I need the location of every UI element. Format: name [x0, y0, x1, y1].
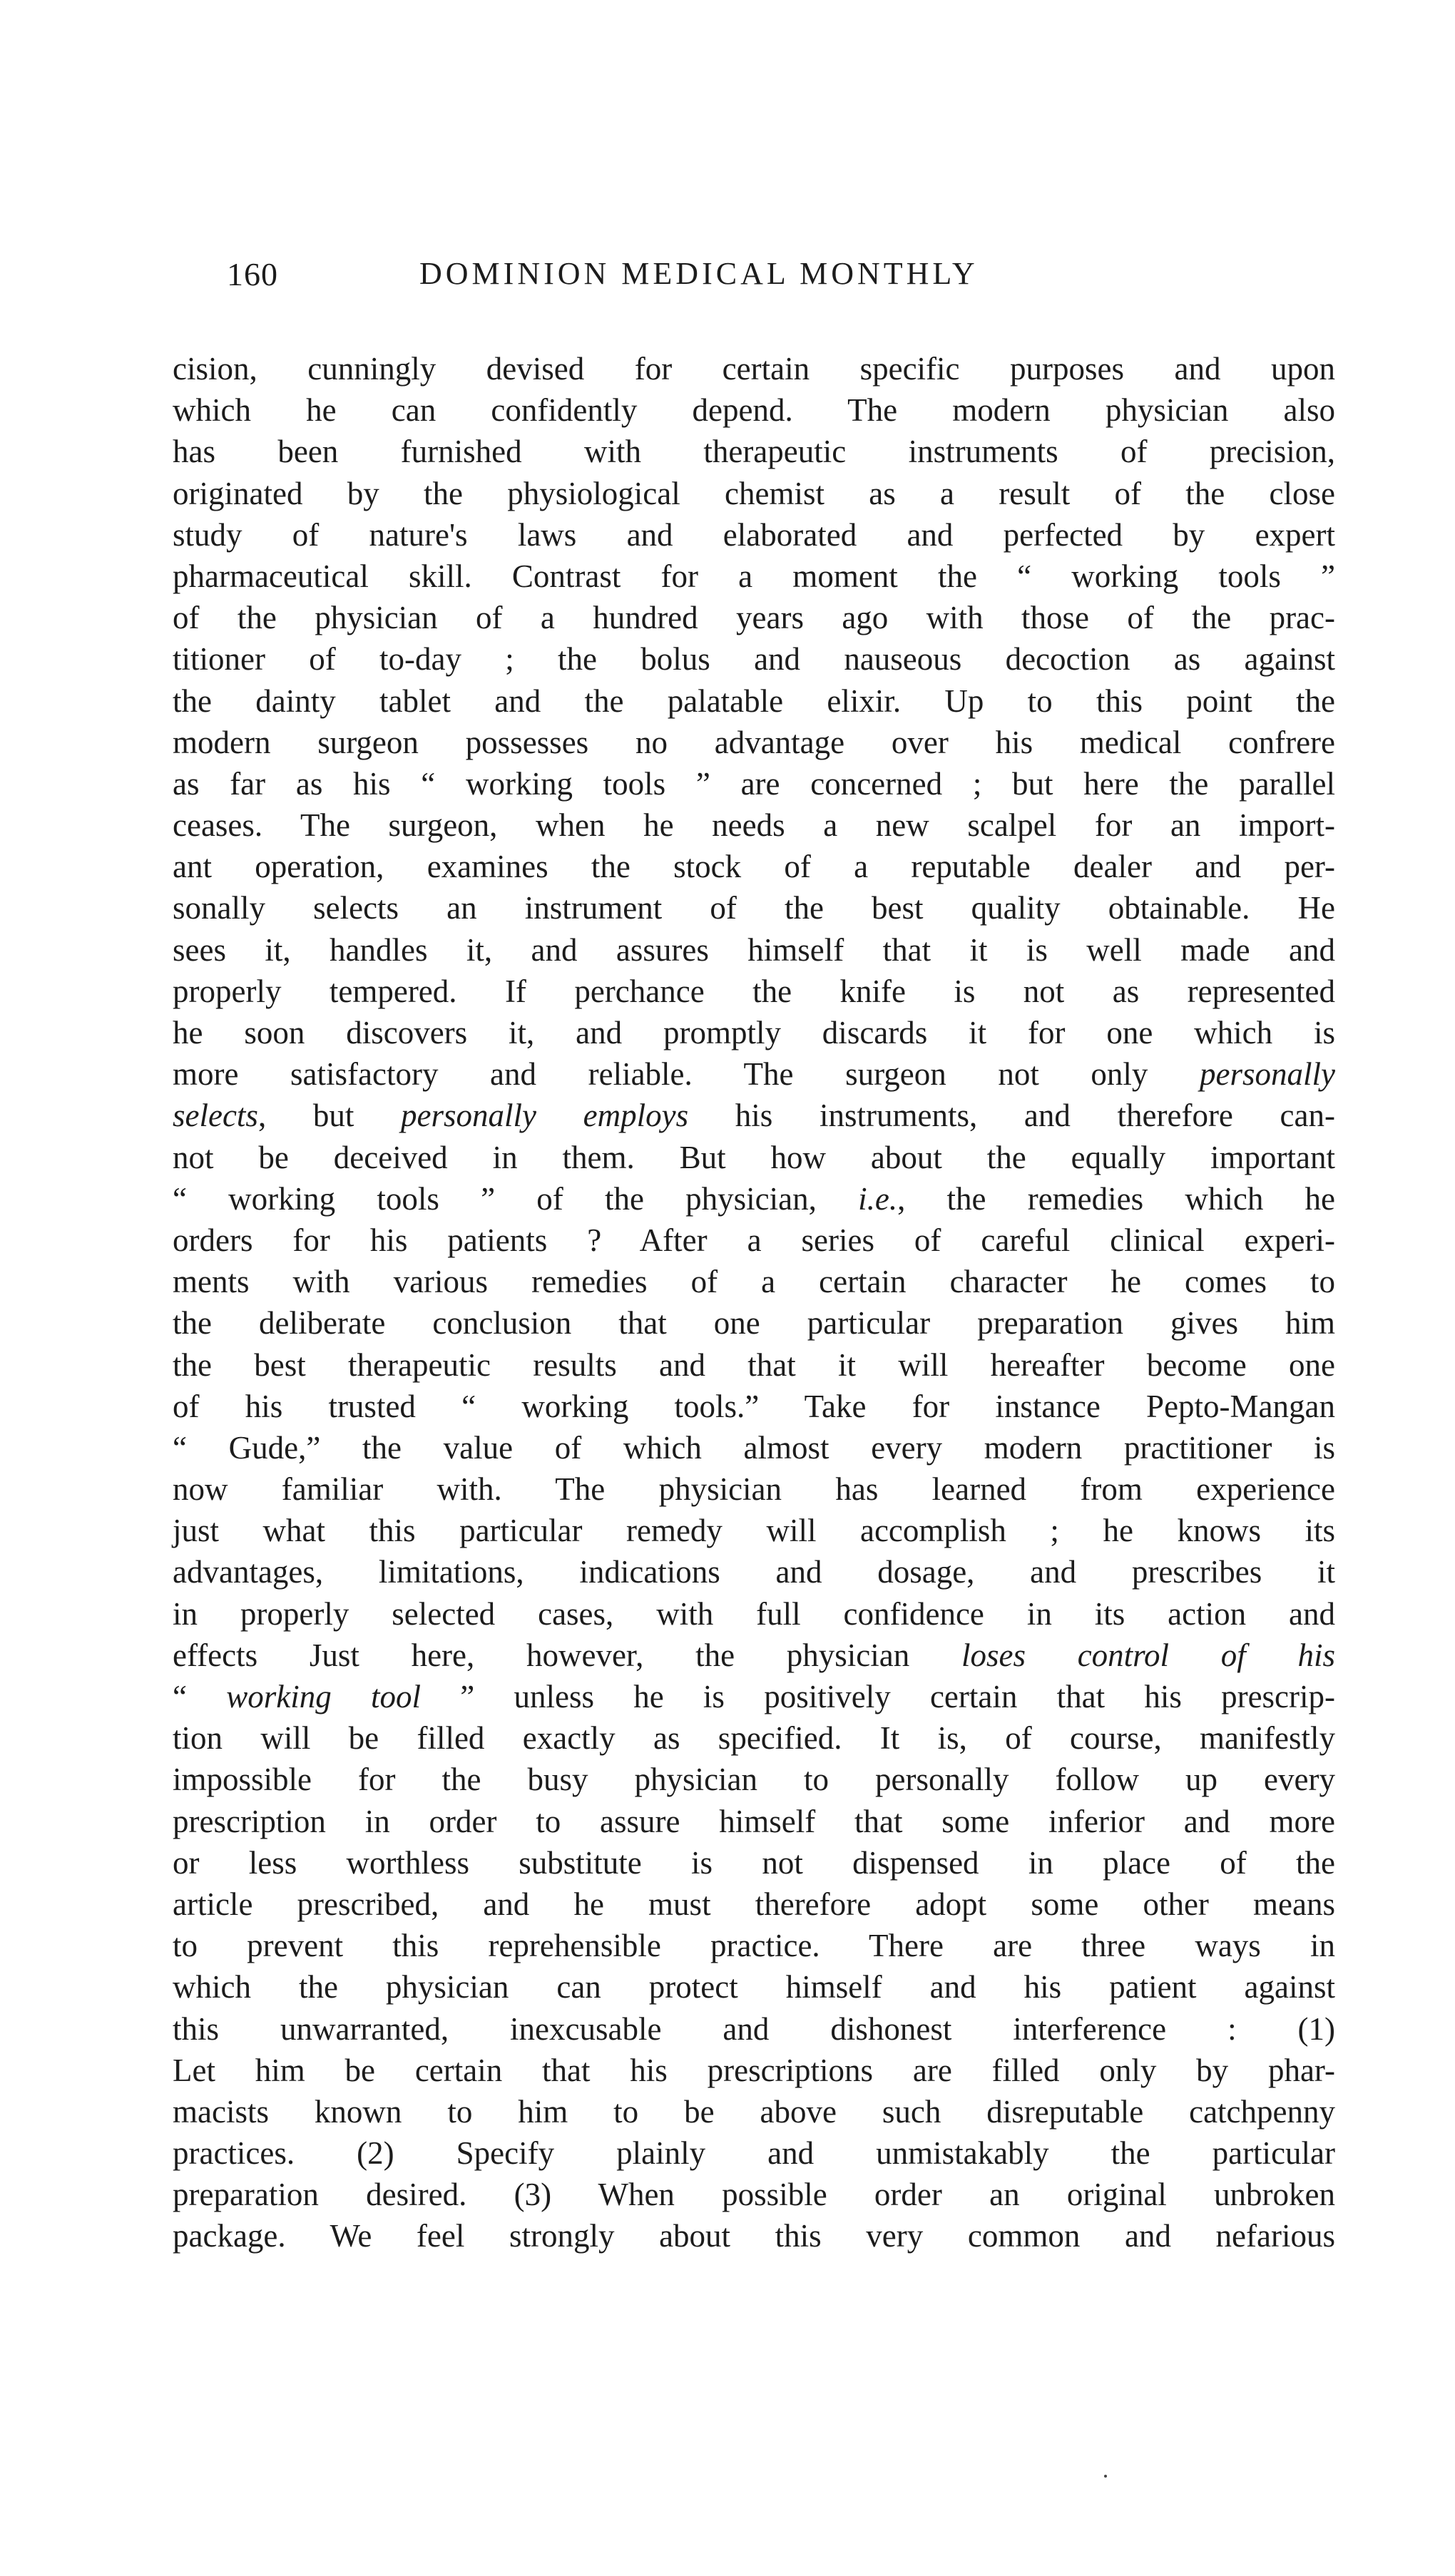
text-line	[173, 431, 1335, 472]
text-line	[173, 1220, 1335, 1261]
text-line	[173, 846, 1335, 887]
text-segment: as far as his “ working tools ” are concerned ; but here the parallel	[173, 765, 1335, 802]
text-segment: , the remedies which he	[897, 1180, 1336, 1217]
text-segment: which he can confidently depend. The modern physician also	[173, 392, 1335, 429]
page-number: 160	[227, 256, 278, 292]
text-line	[173, 556, 1335, 597]
text-line	[173, 1842, 1335, 1884]
text-line	[173, 1178, 1335, 1220]
text-line	[173, 1510, 1335, 1551]
text-line	[173, 1302, 1335, 1344]
text-segment: effects Just here, however, the physician	[173, 1637, 961, 1673]
text-segment: sees it, handles it, and assures himself that it is well made and	[173, 931, 1335, 968]
text-segment: pharmaceutical skill. Contrast for a moment the “ working tools ”	[173, 558, 1335, 594]
text-segment: macists known to him to be above such disreputable catchpenny	[173, 2093, 1335, 2130]
text-segment: of the physician of a hundred years ago with those of the prac-	[173, 600, 1335, 636]
text-line	[173, 514, 1335, 556]
text-segment: not be deceived in them. But how about the equally important	[173, 1139, 1335, 1175]
text-line	[173, 2008, 1335, 2050]
text-line	[173, 2132, 1335, 2174]
text-line	[173, 1261, 1335, 1302]
text-segment: Let him be certain that his prescriptions are filled only by phar-	[173, 2052, 1335, 2088]
text-segment: has been furnished with therapeutic instruments of precision,	[173, 434, 1335, 470]
text-line	[173, 1468, 1335, 1510]
text-line	[173, 2215, 1335, 2256]
text-segment: modern surgeon possesses no advantage over his medical confrere	[173, 724, 1335, 760]
text-line	[173, 1925, 1335, 1966]
text-segment: more satisfactory and reliable. The surgeon not only	[173, 1056, 1200, 1093]
text-line	[173, 2091, 1335, 2132]
text-line	[173, 722, 1335, 763]
text-segment: “ working tools ” of the physician,	[173, 1180, 859, 1217]
text-line	[173, 1012, 1335, 1053]
text-segment: which the physician can protect himself and his patient against	[173, 1969, 1335, 2005]
text-segment: orders for his patients ? After a series of careful clinical experi-	[173, 1222, 1335, 1258]
text-line	[173, 1593, 1335, 1635]
text-line	[173, 473, 1335, 514]
text-line	[173, 1427, 1335, 1468]
text-segment: just what this particular remedy will accomplish ; he knows its	[173, 1513, 1335, 1549]
text-line	[173, 1551, 1335, 1593]
text-segment: ” unless he is positively certain that his prescrip-	[421, 1679, 1335, 1714]
text-segment: to prevent this reprehensible practice. There are three ways in	[173, 1928, 1335, 1964]
text-line	[173, 1966, 1335, 2008]
text-segment: practices. (2) Specify plainly and unmistakably the particular	[173, 2135, 1335, 2172]
text-line	[173, 2174, 1335, 2215]
text-line	[173, 804, 1335, 846]
text-segment: , but	[257, 1098, 402, 1134]
text-line	[173, 389, 1335, 431]
text-line	[173, 1053, 1335, 1095]
text-segment: “	[173, 1679, 227, 1714]
text-line	[173, 1635, 1335, 1676]
text-line	[173, 2050, 1335, 2091]
text-segment: originated by the physiological chemist as a result of the close	[173, 475, 1335, 511]
text-segment: this unwarranted, inexcusable and dishonest interference : (1)	[173, 2010, 1335, 2047]
text-segment: or less worthless substitute is not dispensed in place of the	[173, 1844, 1335, 1881]
text-segment: of his trusted “ working tools.” Take for instance Pepto-Mangan	[173, 1388, 1335, 1424]
text-line	[173, 929, 1335, 971]
italic-text: personally employs	[401, 1098, 689, 1134]
text-segment: prescription in order to assure himself that some inferior and more	[173, 1803, 1335, 1839]
text-line	[173, 971, 1335, 1012]
text-segment: cision, cunningly devised for certain specific purposes and upon	[173, 351, 1335, 387]
italic-text: working tool	[226, 1679, 421, 1714]
text-segment: the dainty tablet and the palatable elixir. Up to this point the	[173, 683, 1335, 719]
text-line	[173, 1884, 1335, 1925]
text-segment: titioner of to-day ; the bolus and nauseous decoction as against	[173, 641, 1335, 678]
text-segment: ments with various remedies of a certain character he comes to	[173, 1264, 1335, 1300]
text-segment: sonally selects an instrument of the best quality obtainable. He	[173, 890, 1335, 926]
text-segment: advantages, limitations, indications and dosage, and prescribes it	[173, 1554, 1335, 1590]
text-segment: tion will be filled exactly as specified. It is, of course, manifestly	[173, 1720, 1335, 1757]
text-segment: his instruments, and therefore can-	[688, 1098, 1335, 1134]
text-line	[173, 638, 1335, 680]
text-line	[173, 1137, 1335, 1178]
running-head: DOMINION MEDICAL MONTHLY	[419, 256, 979, 291]
text-line	[173, 1801, 1335, 1842]
text-line	[173, 348, 1335, 389]
italic-text: selects	[173, 1098, 258, 1134]
text-segment: preparation desired. (3) When possible order an original unbroken	[173, 2177, 1335, 2213]
text-segment: ant operation, examines the stock of a reputable dealer and per-	[173, 849, 1335, 885]
text-segment: package. We feel strongly about this very common and nefarious	[173, 2218, 1335, 2254]
text-segment: properly tempered. If perchance the knife is not as represented	[173, 973, 1335, 1009]
text-line	[173, 763, 1335, 804]
text-segment: in properly selected cases, with full confidence in its action and	[173, 1595, 1335, 1632]
text-line	[173, 1759, 1335, 1800]
text-line	[173, 1095, 1335, 1136]
text-line	[173, 680, 1335, 722]
text-segment: ceases. The surgeon, when he needs a new scalpel for an import-	[173, 807, 1335, 844]
print-speck	[1104, 2475, 1107, 2478]
italic-text: i.e.	[858, 1180, 898, 1217]
body-paragraph	[173, 348, 1335, 2257]
text-segment: article prescribed, and he must therefore adopt some other means	[173, 1886, 1335, 1922]
text-line	[173, 1344, 1335, 1386]
text-segment: now familiar with. The physician has learned from experience	[173, 1471, 1335, 1508]
text-segment: impossible for the busy physician to personally follow up every	[173, 1762, 1335, 1798]
page-header	[227, 255, 1339, 305]
text-line	[173, 597, 1335, 638]
text-line	[173, 887, 1335, 929]
text-line	[173, 1717, 1335, 1759]
text-segment: the best therapeutic results and that it will hereafter become one	[173, 1346, 1335, 1383]
text-segment: he soon discovers it, and promptly discards it for one which is	[173, 1015, 1335, 1051]
text-line	[173, 1386, 1335, 1427]
italic-text: loses control of his	[961, 1637, 1335, 1673]
italic-text: personally	[1200, 1056, 1335, 1093]
text-segment: study of nature's laws and elaborated and perfected by expert	[173, 516, 1335, 553]
text-segment: the deliberate conclusion that one particular preparation gives him	[173, 1305, 1335, 1341]
text-line	[173, 1676, 1335, 1717]
text-segment: “ Gude,” the value of which almost every modern practitioner is	[173, 1429, 1335, 1466]
